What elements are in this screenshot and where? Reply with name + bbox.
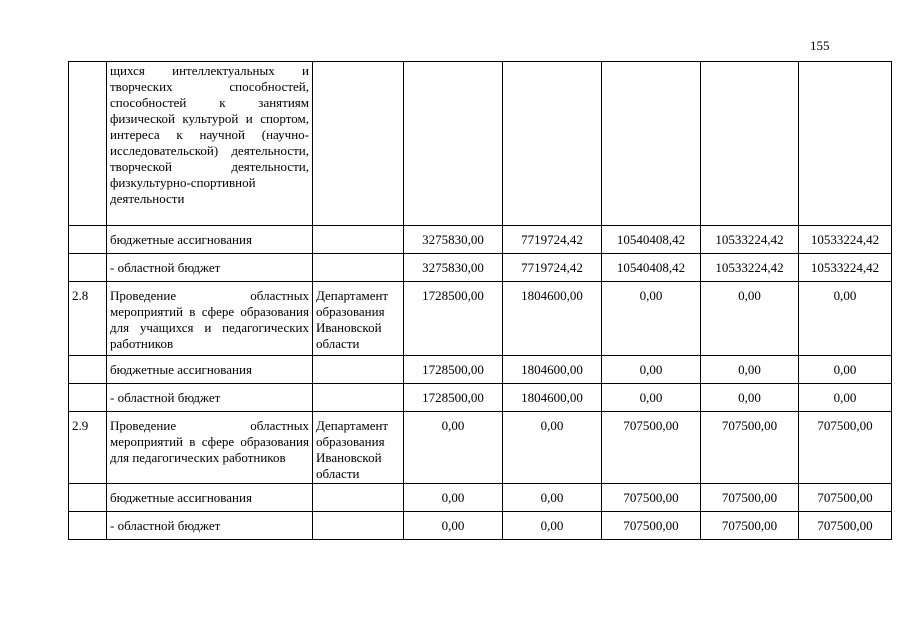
value-cell: 1804600,00 xyxy=(503,384,602,412)
value-cell: 707500,00 xyxy=(799,412,892,484)
value-cell: 10533224,42 xyxy=(799,254,892,282)
value-cell: 707500,00 xyxy=(799,484,892,512)
value-cell xyxy=(602,62,701,226)
executor xyxy=(313,384,404,412)
value-cell xyxy=(404,62,503,226)
row-number xyxy=(69,512,107,540)
table-row-funding xyxy=(69,484,892,512)
executor xyxy=(313,356,404,384)
row-number xyxy=(69,384,107,412)
value-cell: 10540408,42 xyxy=(602,226,701,254)
row-number xyxy=(69,484,107,512)
measure-name: бюджетные ассигнования xyxy=(107,484,313,512)
value-cell: 0,00 xyxy=(602,384,701,412)
executor: Департамент образования Ивановской области xyxy=(313,282,404,356)
value-cell: 1804600,00 xyxy=(503,282,602,356)
value-cell: 0,00 xyxy=(799,356,892,384)
value-cell: 1728500,00 xyxy=(404,384,503,412)
executor: Департамент образования Ивановской области xyxy=(313,412,404,484)
executor xyxy=(313,62,404,226)
value-cell: 0,00 xyxy=(701,384,799,412)
value-cell: 0,00 xyxy=(602,356,701,384)
measure-name: - областной бюджет xyxy=(107,512,313,540)
value-cell: 707500,00 xyxy=(602,512,701,540)
value-cell: 1728500,00 xyxy=(404,356,503,384)
value-cell: 1728500,00 xyxy=(404,282,503,356)
value-cell: 10533224,42 xyxy=(701,226,799,254)
value-cell: 7719724,42 xyxy=(503,254,602,282)
measure-name: - областной бюджет xyxy=(107,254,313,282)
value-cell: 707500,00 xyxy=(701,484,799,512)
value-cell: 707500,00 xyxy=(701,412,799,484)
table-row-funding xyxy=(69,254,892,282)
value-cell xyxy=(799,62,892,226)
table-row-funding xyxy=(69,356,892,384)
value-cell: 707500,00 xyxy=(701,512,799,540)
value-cell: 0,00 xyxy=(602,282,701,356)
row-number: 2.8 xyxy=(69,282,107,356)
value-cell: 0,00 xyxy=(701,356,799,384)
value-cell: 0,00 xyxy=(404,512,503,540)
executor xyxy=(313,512,404,540)
measure-name: - областной бюджет xyxy=(107,384,313,412)
measure-name: Проведение областных мероприятий в сфере образования для педагогических работников xyxy=(107,412,313,484)
value-cell xyxy=(503,62,602,226)
row-number xyxy=(69,226,107,254)
value-cell: 707500,00 xyxy=(799,512,892,540)
executor xyxy=(313,254,404,282)
value-cell: 0,00 xyxy=(404,412,503,484)
row-number xyxy=(69,254,107,282)
measure-name: Проведение областных мероприятий в сфере образования для учащихся и педагогических работников xyxy=(107,282,313,356)
measure-name: бюджетные ассигнования xyxy=(107,226,313,254)
value-cell: 10540408,42 xyxy=(602,254,701,282)
measure-name: щихся интеллектуальных и творческих способностей, способностей к занятиям физической культурой и спортом, интереса к научной (научно-исследовательской) деятельности, творческой деятельности, физкультурно-спортивной деятельности xyxy=(107,62,313,226)
value-cell: 0,00 xyxy=(503,412,602,484)
value-cell: 0,00 xyxy=(503,484,602,512)
value-cell: 3275830,00 xyxy=(404,226,503,254)
value-cell: 0,00 xyxy=(503,512,602,540)
value-cell: 7719724,42 xyxy=(503,226,602,254)
value-cell: 3275830,00 xyxy=(404,254,503,282)
value-cell: 707500,00 xyxy=(602,484,701,512)
table-row-measure xyxy=(69,412,892,484)
value-cell: 0,00 xyxy=(701,282,799,356)
page-number: 155 xyxy=(810,38,830,53)
value-cell: 0,00 xyxy=(799,384,892,412)
value-cell: 1804600,00 xyxy=(503,356,602,384)
value-cell: 707500,00 xyxy=(602,412,701,484)
table-row-measure xyxy=(69,282,892,356)
table-row-continuation xyxy=(69,62,892,226)
value-cell: 0,00 xyxy=(404,484,503,512)
row-number xyxy=(69,62,107,226)
measure-name: бюджетные ассигнования xyxy=(107,356,313,384)
table-row-funding xyxy=(69,226,892,254)
table-row-funding xyxy=(69,384,892,412)
executor xyxy=(313,226,404,254)
value-cell: 10533224,42 xyxy=(799,226,892,254)
table-row-funding xyxy=(69,512,892,540)
value-cell: 0,00 xyxy=(799,282,892,356)
row-number: 2.9 xyxy=(69,412,107,484)
budget-table xyxy=(68,61,892,540)
executor xyxy=(313,484,404,512)
value-cell xyxy=(701,62,799,226)
value-cell: 10533224,42 xyxy=(701,254,799,282)
row-number xyxy=(69,356,107,384)
